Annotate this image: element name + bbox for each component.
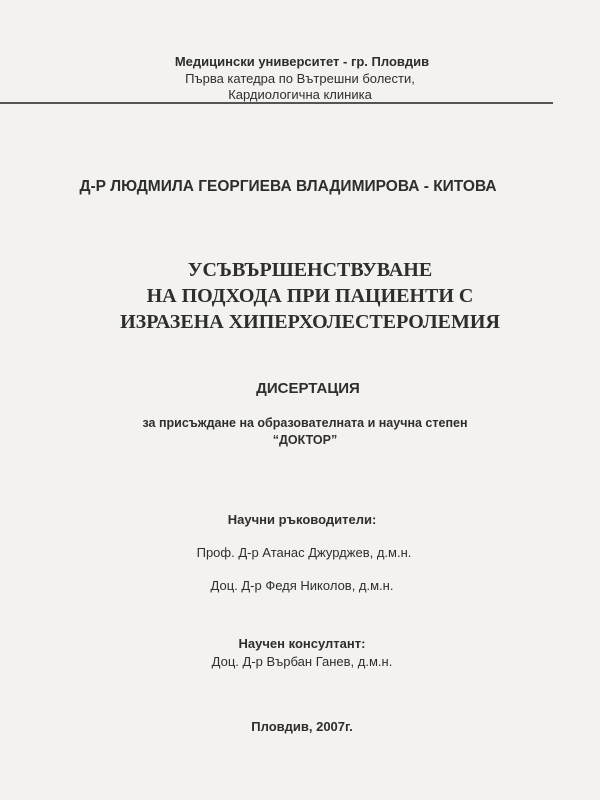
supervisor-name: Доц. Д-р Федя Николов, д.м.н.: [210, 578, 394, 593]
header-divider: [0, 102, 553, 104]
consultant-heading: Научен консултант:: [238, 636, 366, 651]
purpose-line-1: за присъждане на образователната и научна степен: [142, 416, 468, 430]
supervisors-heading: Научни ръководители:: [227, 512, 377, 527]
consultant-name: Доц. Д-р Върбан Ганев, д.м.н.: [211, 654, 393, 669]
purpose-degree: “ДОКТОР”: [272, 433, 338, 447]
clinic-name: Кардиологична клиника: [228, 87, 372, 102]
supervisor-name: Проф. Д-р Атанас Джурджев, д.м.н.: [196, 545, 412, 560]
author-name: Д-Р ЛЮДМИЛА ГЕОРГИЕВА ВЛАДИМИРОВА - КИТОВА: [79, 178, 497, 195]
place-year: Пловдив, 2007г.: [251, 719, 353, 734]
title-line-2: НА ПОДХОДА ПРИ ПАЦИЕНТИ С: [146, 285, 474, 307]
university-name: Медицински университет - гр. Пловдив: [174, 54, 430, 69]
department-name: Първа катедра по Вътрешни болести,: [185, 71, 415, 86]
title-line-1: УСЪВЪРШЕНСТВУВАНЕ: [187, 259, 433, 281]
document-type: ДИСЕРТАЦИЯ: [256, 380, 360, 397]
title-line-3: ИЗРАЗЕНА ХИПЕРХОЛЕСТЕРОЛЕМИЯ: [120, 311, 500, 333]
